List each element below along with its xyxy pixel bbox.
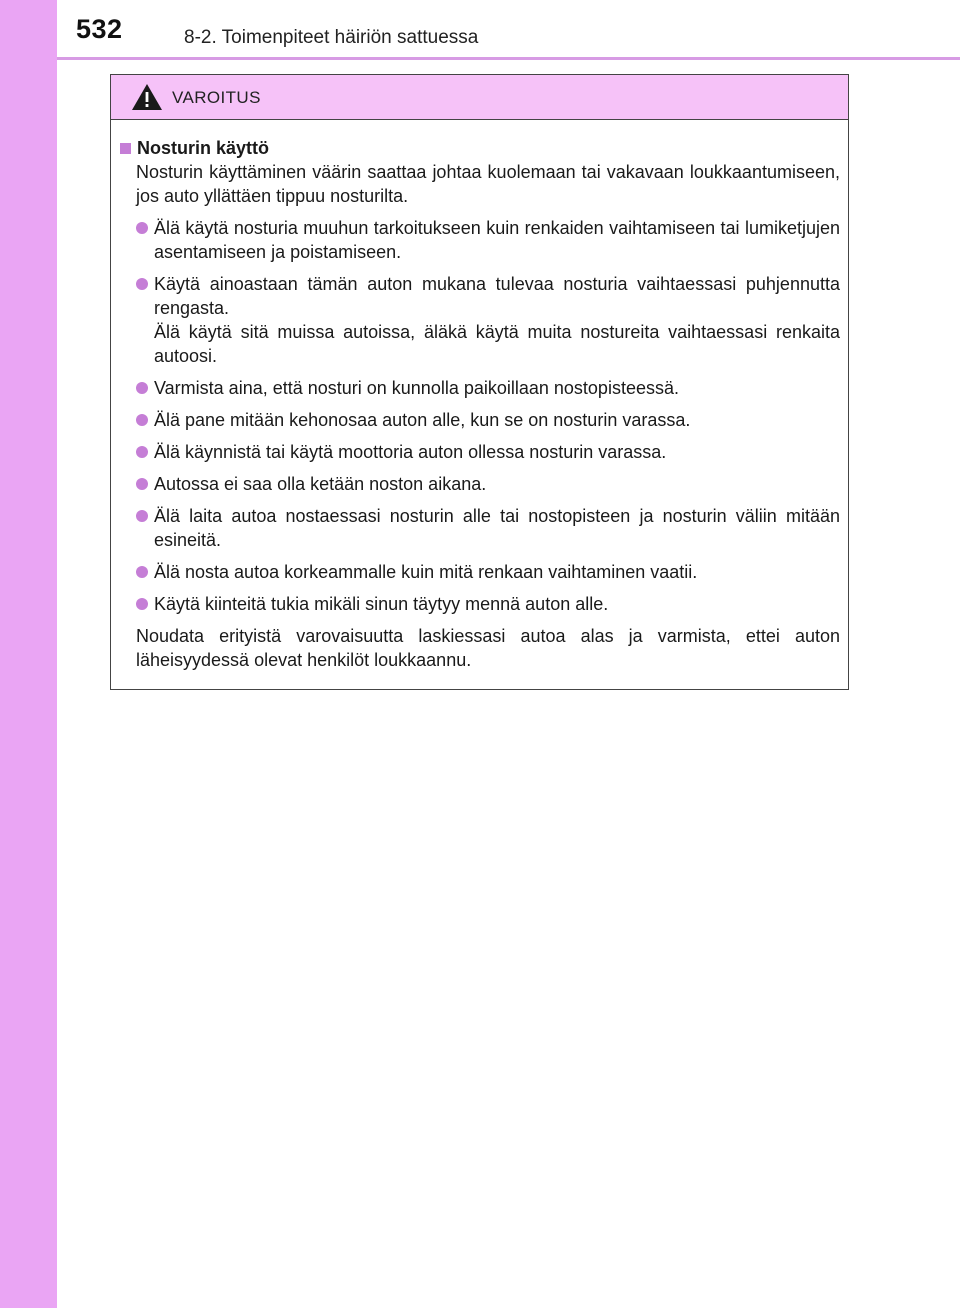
warning-label: VAROITUS <box>172 88 261 107</box>
list-item-text: Älä pane mitään kehonosaa auton alle, kun se on nosturin varassa. <box>154 410 691 430</box>
intro-paragraph: Nosturin käyttäminen väärin saattaa johtaa kuolemaan tai vakavaan loukkaantumiseen, jos auto yllättäen tippuu nosturilta. <box>136 162 840 206</box>
list-item <box>119 560 840 584</box>
list-item-text: Autossa ei saa olla ketään noston aikana. <box>154 474 487 494</box>
section-title: 8-2. Toimenpiteet häiriön sattuessa <box>184 27 479 48</box>
bullet-dot-icon <box>136 278 148 290</box>
list-item-text: Käytä kiinteitä tukia mikäli sinun täytyy mennä auton alle. <box>154 594 609 614</box>
bullet-dot-icon <box>136 446 148 458</box>
list-item <box>119 472 840 496</box>
list-item <box>119 440 840 464</box>
side-strip <box>0 0 57 1308</box>
warning-triangle-icon <box>131 83 163 111</box>
bullet-dot-icon <box>136 478 148 490</box>
subheading-text: Nosturin käyttö <box>137 138 270 158</box>
closing-paragraph: Noudata erityistä varovaisuutta laskiessasi autoa alas ja varmista, ettei auton läheisyydessä olevat henkilöt loukkaannu. <box>136 626 840 670</box>
list-item-line: Älä käytä sitä muissa autoissa, äläkä käytä muita nostureita vaihtaessasi renkaita autoosi. <box>154 322 840 366</box>
list-item <box>119 216 840 264</box>
bullet-dot-icon <box>136 566 148 578</box>
list-item-text: Varmista aina, että nosturi on kunnolla paikoillaan nostopisteessä. <box>154 378 679 398</box>
bullet-dot-icon <box>136 414 148 426</box>
bullet-dot-icon <box>136 222 148 234</box>
list-item-text: Älä laita autoa nostaessasi nosturin alle tai nostopisteen ja nosturin väliin mitään esineitä. <box>154 506 840 550</box>
list-item-text <box>154 272 840 368</box>
warning-body <box>111 120 848 672</box>
warning-header <box>111 75 848 120</box>
list-item <box>119 504 840 552</box>
header-divider <box>57 57 960 60</box>
square-bullet-icon <box>120 143 131 154</box>
list-item-text: Älä nosta autoa korkeammalle kuin mitä renkaan vaihtaminen vaatii. <box>154 562 698 582</box>
bullet-dot-icon <box>136 510 148 522</box>
list-item <box>119 376 840 400</box>
warning-box <box>110 74 849 690</box>
list-item-text: Älä käynnistä tai käytä moottoria auton ollessa nosturin varassa. <box>154 442 667 462</box>
list-item <box>119 272 840 368</box>
list-item-text: Älä käytä nosturia muuhun tarkoitukseen kuin renkaiden vaihtamiseen tai lumiketjujen asentamiseen ja poistamiseen. <box>154 218 840 262</box>
page-number: 532 <box>76 14 123 44</box>
list-item-line: Käytä ainoastaan tämän auton mukana tulevaa nosturia vaihtaessasi puhjennutta rengasta. <box>154 274 840 318</box>
list-item <box>119 408 840 432</box>
bullet-dot-icon <box>136 382 148 394</box>
list-item <box>119 592 840 616</box>
bullet-dot-icon <box>136 598 148 610</box>
subheading <box>119 136 840 160</box>
